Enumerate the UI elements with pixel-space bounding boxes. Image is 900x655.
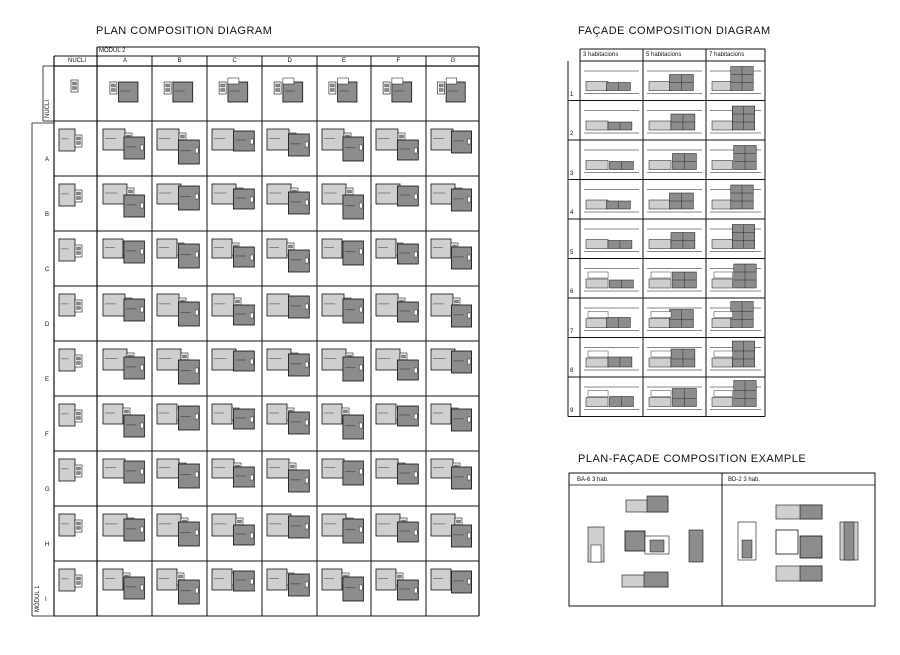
row-label-i: I — [45, 596, 47, 603]
column-label-b: B — [177, 58, 182, 64]
facade-row-label: 9 — [570, 407, 574, 414]
row-label-a: A — [45, 156, 50, 163]
example-title: PLAN-FAÇADE COMPOSITION EXAMPLE — [578, 453, 807, 465]
facade-row-label: 6 — [570, 289, 574, 295]
column-label-g: G — [450, 58, 456, 64]
facade-column-label: 3 habitacions — [583, 52, 619, 58]
row-label-f: F — [45, 431, 49, 438]
row-label-h: H — [45, 541, 50, 548]
column-label-d: D — [287, 58, 292, 64]
facade-row-label: 3 — [570, 170, 574, 177]
column-label-nucli: NUCLI — [68, 58, 87, 64]
facade-row-label: 5 — [570, 249, 574, 256]
row-label-nucli: NUCLI — [45, 99, 51, 118]
row-label-e: E — [45, 376, 50, 383]
facade-row-label: 1 — [570, 91, 574, 98]
example-top-facade-dark — [647, 496, 668, 512]
facade-row-label: 2 — [570, 131, 574, 137]
example2-left-facade-fill — [742, 540, 752, 558]
example-left-label: BA-6 3 hab. — [577, 477, 609, 483]
example2-top-facade-dark — [800, 505, 822, 519]
facade-row-label: 8 — [570, 368, 574, 374]
example-bottom-facade-dark — [644, 572, 668, 587]
row-label-g: G — [45, 486, 50, 493]
example2-bottom-facade-dark — [800, 566, 822, 581]
example-right-label: BD-2 3 hab. — [728, 477, 761, 483]
example2-plan-module — [800, 536, 822, 558]
modul1-label: MÒDUL 1 — [35, 585, 41, 612]
column-label-a: A — [123, 58, 128, 64]
example-right-facade — [689, 530, 703, 562]
example-left-facade-door — [591, 545, 601, 562]
facade-column-label: 7 habitacions — [709, 52, 745, 58]
example-plan-module — [625, 531, 645, 551]
row-label-d: D — [45, 321, 50, 328]
modul2-label: MÒDUL 2 — [99, 48, 126, 54]
facade-diagram-title: FAÇADE COMPOSITION DIAGRAM — [578, 25, 771, 37]
column-label-e: E — [342, 58, 347, 64]
facade-row-label: 7 — [570, 328, 574, 335]
plan-diagram-title: PLAN COMPOSITION DIAGRAM — [96, 25, 273, 37]
column-label-f: F — [396, 58, 401, 64]
facade-row-label: 4 — [570, 210, 574, 216]
example-plan-fill — [650, 540, 664, 552]
example2-right-facade-fill — [844, 522, 854, 560]
example2-plan-left — [776, 530, 798, 554]
row-label-c: C — [45, 266, 50, 273]
facade-column-label: 5 habitacions — [646, 52, 682, 58]
row-label-b: B — [45, 211, 50, 218]
column-label-c: C — [232, 58, 237, 64]
